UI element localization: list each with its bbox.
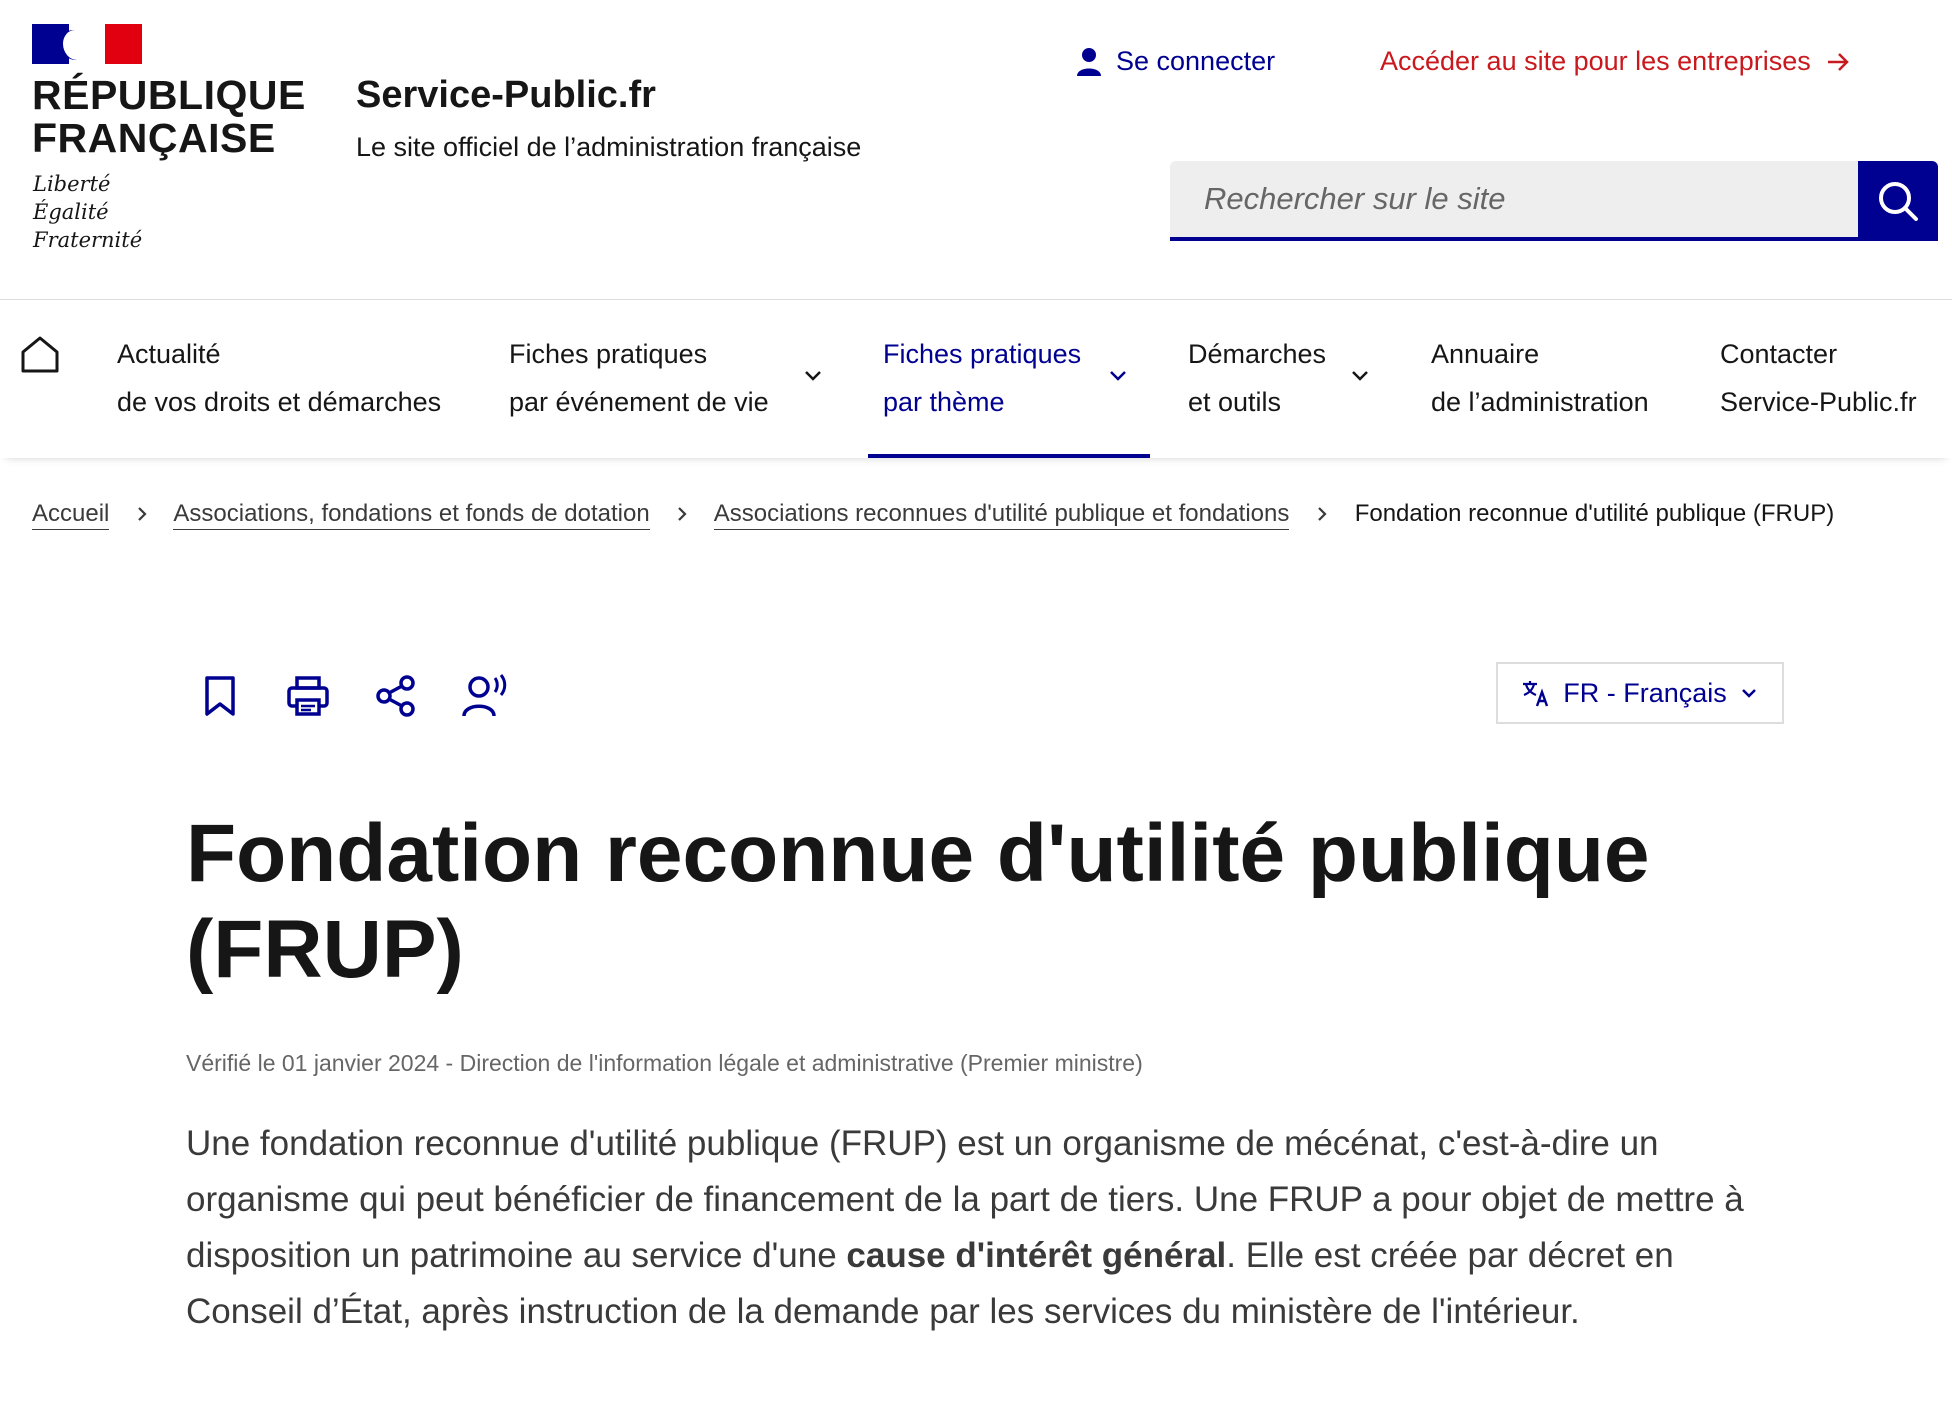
intro-paragraph: Une fondation reconnue d'utilité publique (FRUP) est un organisme de mécénat, c'est-à-dire un organisme qui peut bénéficier de financement de la part de tiers. Une FRUP a pour objet de mettre à disposition un patrimoine au service d'une cause d'intérêt général. Elle est créée par décret en Conseil d’État, après instruction de la demande par les services du ministère de l'intérieur.	[186, 1124, 1744, 1331]
nav-item-annuaire[interactable]: Annuaire de l’administration	[1431, 339, 1649, 417]
search-button[interactable]	[1858, 161, 1938, 241]
search-bar	[1170, 161, 1938, 241]
chevron-down-icon	[1739, 683, 1759, 703]
arrow-right-icon	[1825, 49, 1851, 75]
bookmark-icon	[197, 673, 243, 719]
breadcrumb-link-associations-rup[interactable]: Associations reconnues d'utilité publique et fondations	[714, 500, 1290, 530]
share-button[interactable]	[372, 672, 420, 720]
page-tools	[196, 672, 508, 720]
bookmark-button[interactable]	[196, 672, 244, 720]
print-icon	[285, 673, 331, 719]
language-label: FR - Français	[1563, 677, 1727, 708]
page-title: Fondation reconnue d'utilité publique (FRUP)	[186, 808, 1650, 995]
breadcrumb	[32, 486, 1922, 542]
business-site-link[interactable]	[1380, 46, 1851, 77]
breadcrumb-link-accueil[interactable]: Accueil	[32, 500, 109, 530]
print-button[interactable]	[284, 672, 332, 720]
business-site-label: Accéder au site pour les entreprises	[1380, 46, 1811, 76]
chevron-down-icon	[802, 364, 824, 386]
chevron-right-icon	[1312, 505, 1332, 523]
main-navigation	[0, 300, 1952, 458]
nav-active-indicator	[868, 454, 1150, 458]
site-header	[0, 0, 1952, 300]
nav-item-actualite[interactable]: Actualité de vos droits et démarches	[117, 339, 442, 417]
language-selector[interactable]	[1496, 662, 1784, 724]
chevron-down-icon	[1349, 364, 1371, 386]
site-name-link[interactable]: Service-Public.fr	[356, 74, 656, 116]
nav-item-fiches-evenement[interactable]: Fiches pratiques par événement de vie	[509, 330, 829, 426]
republique-francaise-wordmark: RÉPUBLIQUE FRANÇAISE	[32, 72, 306, 161]
translate-icon	[1521, 678, 1551, 708]
share-icon	[373, 673, 419, 719]
login-label: Se connecter	[1116, 46, 1276, 76]
breadcrumb-current: Fondation reconnue d'utilité publique (FRUP)	[1354, 500, 1835, 527]
chevron-down-icon	[1107, 364, 1129, 386]
chevron-right-icon	[132, 505, 152, 523]
search-field-wrapper	[1170, 161, 1858, 241]
site-tagline: Le site officiel de l’administration française	[356, 132, 862, 162]
chevron-right-icon	[672, 505, 692, 523]
nav-item-demarches[interactable]: Démarches et outils	[1188, 330, 1388, 426]
verification-meta: Vérifié le 01 janvier 2024 - Direction de l'information légale et administrative (Premier ministre)	[186, 1050, 1143, 1076]
listen-icon	[461, 673, 507, 719]
breadcrumb-link-associations[interactable]: Associations, fondations et fonds de dotation	[173, 500, 649, 530]
search-icon	[1876, 179, 1920, 223]
home-icon	[20, 334, 60, 374]
login-link[interactable]	[1076, 46, 1275, 77]
search-input[interactable]	[1202, 180, 1858, 218]
user-icon	[1076, 47, 1102, 77]
nav-item-fiches-theme[interactable]: Fiches pratiques par thème	[883, 330, 1133, 426]
listen-button[interactable]	[460, 672, 508, 720]
motto: Liberté Égalité Fraternité	[33, 172, 143, 252]
marianne-flag-icon	[32, 24, 142, 64]
intro-emphasis: cause d'intérêt général	[846, 1236, 1227, 1275]
nav-item-contacter[interactable]: Contacter Service-Public.fr	[1720, 339, 1917, 417]
